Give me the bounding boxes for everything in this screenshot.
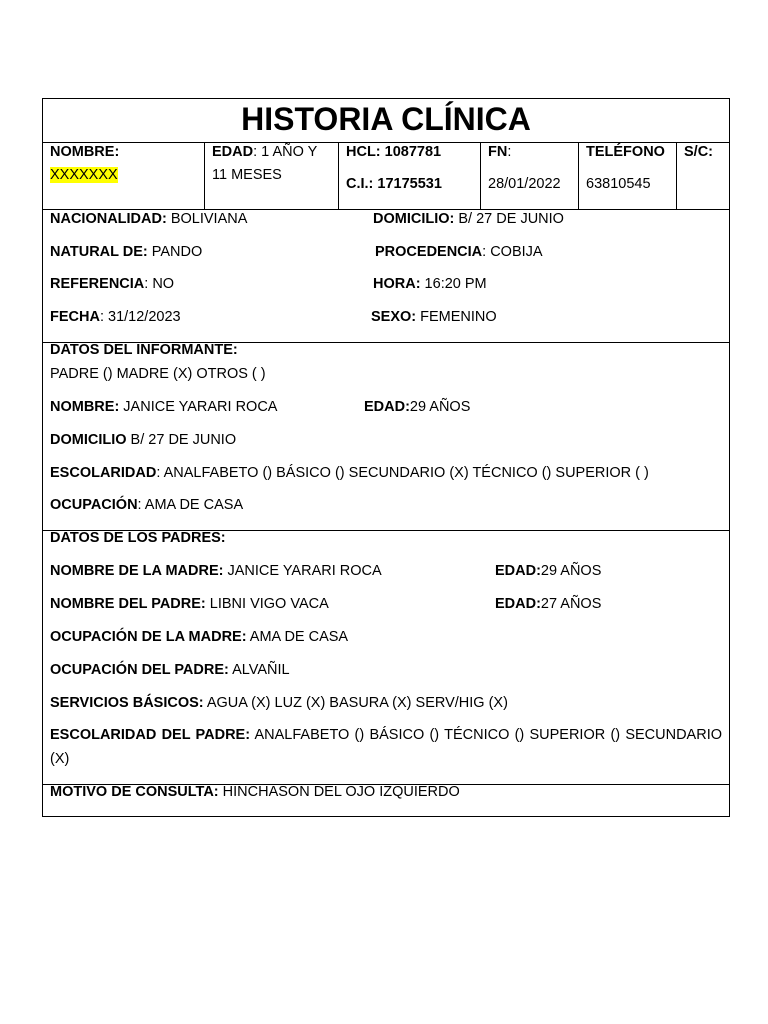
padre-value: LIBNI VIGO VACA bbox=[205, 596, 329, 612]
natural-label: NATURAL DE: bbox=[50, 244, 148, 260]
ci-label: C.I.: 17175531 bbox=[346, 176, 442, 192]
sexo-value: FEMENINO bbox=[416, 309, 497, 325]
procedencia-line bbox=[375, 243, 543, 261]
hora-value: 16:20 PM bbox=[420, 276, 487, 292]
informante-escolaridad-value: : ANALFABETO () BÁSICO () SECUNDARIO (X) TÉCNICO () SUPERIOR ( ) bbox=[156, 465, 649, 481]
page-title: HISTORIA CLÍNICA bbox=[43, 99, 729, 143]
header-row bbox=[43, 143, 729, 210]
ocup-madre-value: AMA DE CASA bbox=[246, 629, 349, 645]
edad-value-line1: : 1 AÑO Y bbox=[253, 144, 318, 160]
edad-value-line2: 11 MESES bbox=[212, 167, 282, 183]
fn-colon: : bbox=[507, 144, 512, 160]
sexo-line bbox=[371, 308, 497, 326]
informante-heading: DATOS DEL INFORMANTE: bbox=[50, 342, 238, 358]
esc-padre-value: ANALFABETO () BÁSICO () TÉCNICO () SUPERIOR () SECUNDARIO (X) bbox=[50, 727, 723, 767]
informante-escolaridad-line bbox=[50, 464, 649, 482]
madre-edad-value: 29 AÑOS bbox=[540, 563, 602, 579]
fecha-label: FECHA bbox=[50, 309, 100, 325]
fecha-line bbox=[50, 308, 181, 326]
informante-ocupacion-value: : AMA DE CASA bbox=[137, 497, 244, 513]
hora-label: HORA: bbox=[373, 276, 421, 292]
servicios-label: SERVICIOS BÁSICOS: bbox=[50, 695, 204, 711]
domicilio-line bbox=[373, 210, 564, 228]
padre-label: NOMBRE DEL PADRE: bbox=[50, 596, 206, 612]
madre-value: JANICE YARARI ROCA bbox=[223, 563, 382, 579]
ocup-madre-line bbox=[50, 628, 348, 646]
natural-value: PANDO bbox=[147, 244, 203, 260]
nombre-value: XXXXXXX bbox=[50, 167, 118, 183]
informante-ocupacion-line bbox=[50, 496, 243, 514]
hcl-label: HCL: 1087781 bbox=[346, 144, 442, 160]
referencia-line bbox=[50, 275, 174, 293]
motivo-line bbox=[50, 783, 460, 801]
natural-line bbox=[50, 243, 202, 261]
fn-cell bbox=[481, 143, 579, 209]
informante-nombre-value: JANICE YARARI ROCA bbox=[119, 399, 278, 415]
referencia-label: REFERENCIA bbox=[50, 276, 145, 292]
informante-edad-line bbox=[364, 398, 470, 416]
madre-line bbox=[50, 562, 382, 580]
referencia-value: : NO bbox=[144, 276, 175, 292]
edad-label: EDAD bbox=[212, 144, 254, 160]
procedencia-value: : COBIJA bbox=[482, 244, 543, 260]
padre-edad-label: EDAD: bbox=[495, 596, 541, 612]
sc-cell bbox=[677, 143, 729, 209]
domicilio-value: B/ 27 DE JUNIO bbox=[454, 211, 564, 227]
informante-edad-value: 29 AÑOS bbox=[409, 399, 471, 415]
nombre-label: NOMBRE: bbox=[50, 144, 120, 160]
ocup-padre-label: OCUPACIÓN DEL PADRE: bbox=[50, 662, 229, 678]
padre-edad-value: 27 AÑOS bbox=[540, 596, 602, 612]
ocup-padre-value: ALVAÑIL bbox=[228, 662, 290, 678]
informante-escolaridad-label: ESCOLARIDAD bbox=[50, 465, 157, 481]
informante-edad-label: EDAD: bbox=[364, 399, 410, 415]
telefono-label: TELÉFONO bbox=[586, 144, 665, 160]
telefono-value: 63810545 bbox=[586, 176, 651, 192]
informante-ocupacion-label: OCUPACIÓN bbox=[50, 497, 138, 513]
nacionalidad-label: NACIONALIDAD: bbox=[50, 211, 167, 227]
madre-edad-line bbox=[495, 562, 601, 580]
edad-cell bbox=[205, 143, 339, 209]
informante-nombre-label: NOMBRE: bbox=[50, 399, 120, 415]
informante-domicilio-value: B/ 27 DE JUNIO bbox=[126, 432, 237, 448]
servicios-line bbox=[50, 694, 508, 712]
ocup-padre-line bbox=[50, 661, 290, 679]
informante-domicilio-line bbox=[50, 431, 236, 449]
padre-edad-line bbox=[495, 595, 601, 613]
clinical-history-form bbox=[42, 98, 730, 817]
madre-edad-label: EDAD: bbox=[495, 563, 541, 579]
informante-relacion: PADRE () MADRE (X) OTROS ( ) bbox=[50, 366, 266, 382]
padre-line bbox=[50, 595, 329, 613]
hcl-cell bbox=[339, 143, 481, 209]
hora-line bbox=[373, 275, 487, 293]
sexo-label: SEXO: bbox=[371, 309, 417, 325]
informante-nombre-line bbox=[50, 398, 277, 416]
ocup-madre-label: OCUPACIÓN DE LA MADRE: bbox=[50, 629, 247, 645]
escolaridad-padre-paragraph bbox=[50, 723, 722, 771]
sc-label: S/C: bbox=[684, 144, 713, 160]
informante-domicilio-label: DOMICILIO bbox=[50, 432, 127, 448]
nombre-cell bbox=[43, 143, 205, 209]
madre-label: NOMBRE DE LA MADRE: bbox=[50, 563, 224, 579]
servicios-value: AGUA (X) LUZ (X) BASURA (X) SERV/HIG (X) bbox=[203, 695, 508, 711]
padres-heading: DATOS DE LOS PADRES: bbox=[50, 530, 226, 546]
fecha-value: : 31/12/2023 bbox=[99, 309, 181, 325]
procedencia-label: PROCEDENCIA bbox=[375, 244, 483, 260]
telefono-cell bbox=[579, 143, 677, 209]
nacionalidad-value: BOLIVIANA bbox=[166, 211, 248, 227]
motivo-label: MOTIVO DE CONSULTA: bbox=[50, 784, 219, 800]
fn-value: 28/01/2022 bbox=[488, 176, 561, 192]
motivo-value: HINCHASON DEL OJO IZQUIERDO bbox=[218, 784, 460, 800]
nacionalidad-line bbox=[50, 210, 247, 228]
domicilio-label: DOMICILIO: bbox=[373, 211, 455, 227]
esc-padre-label: ESCOLARIDAD DEL PADRE: bbox=[50, 727, 251, 743]
fn-label: FN bbox=[488, 144, 508, 160]
